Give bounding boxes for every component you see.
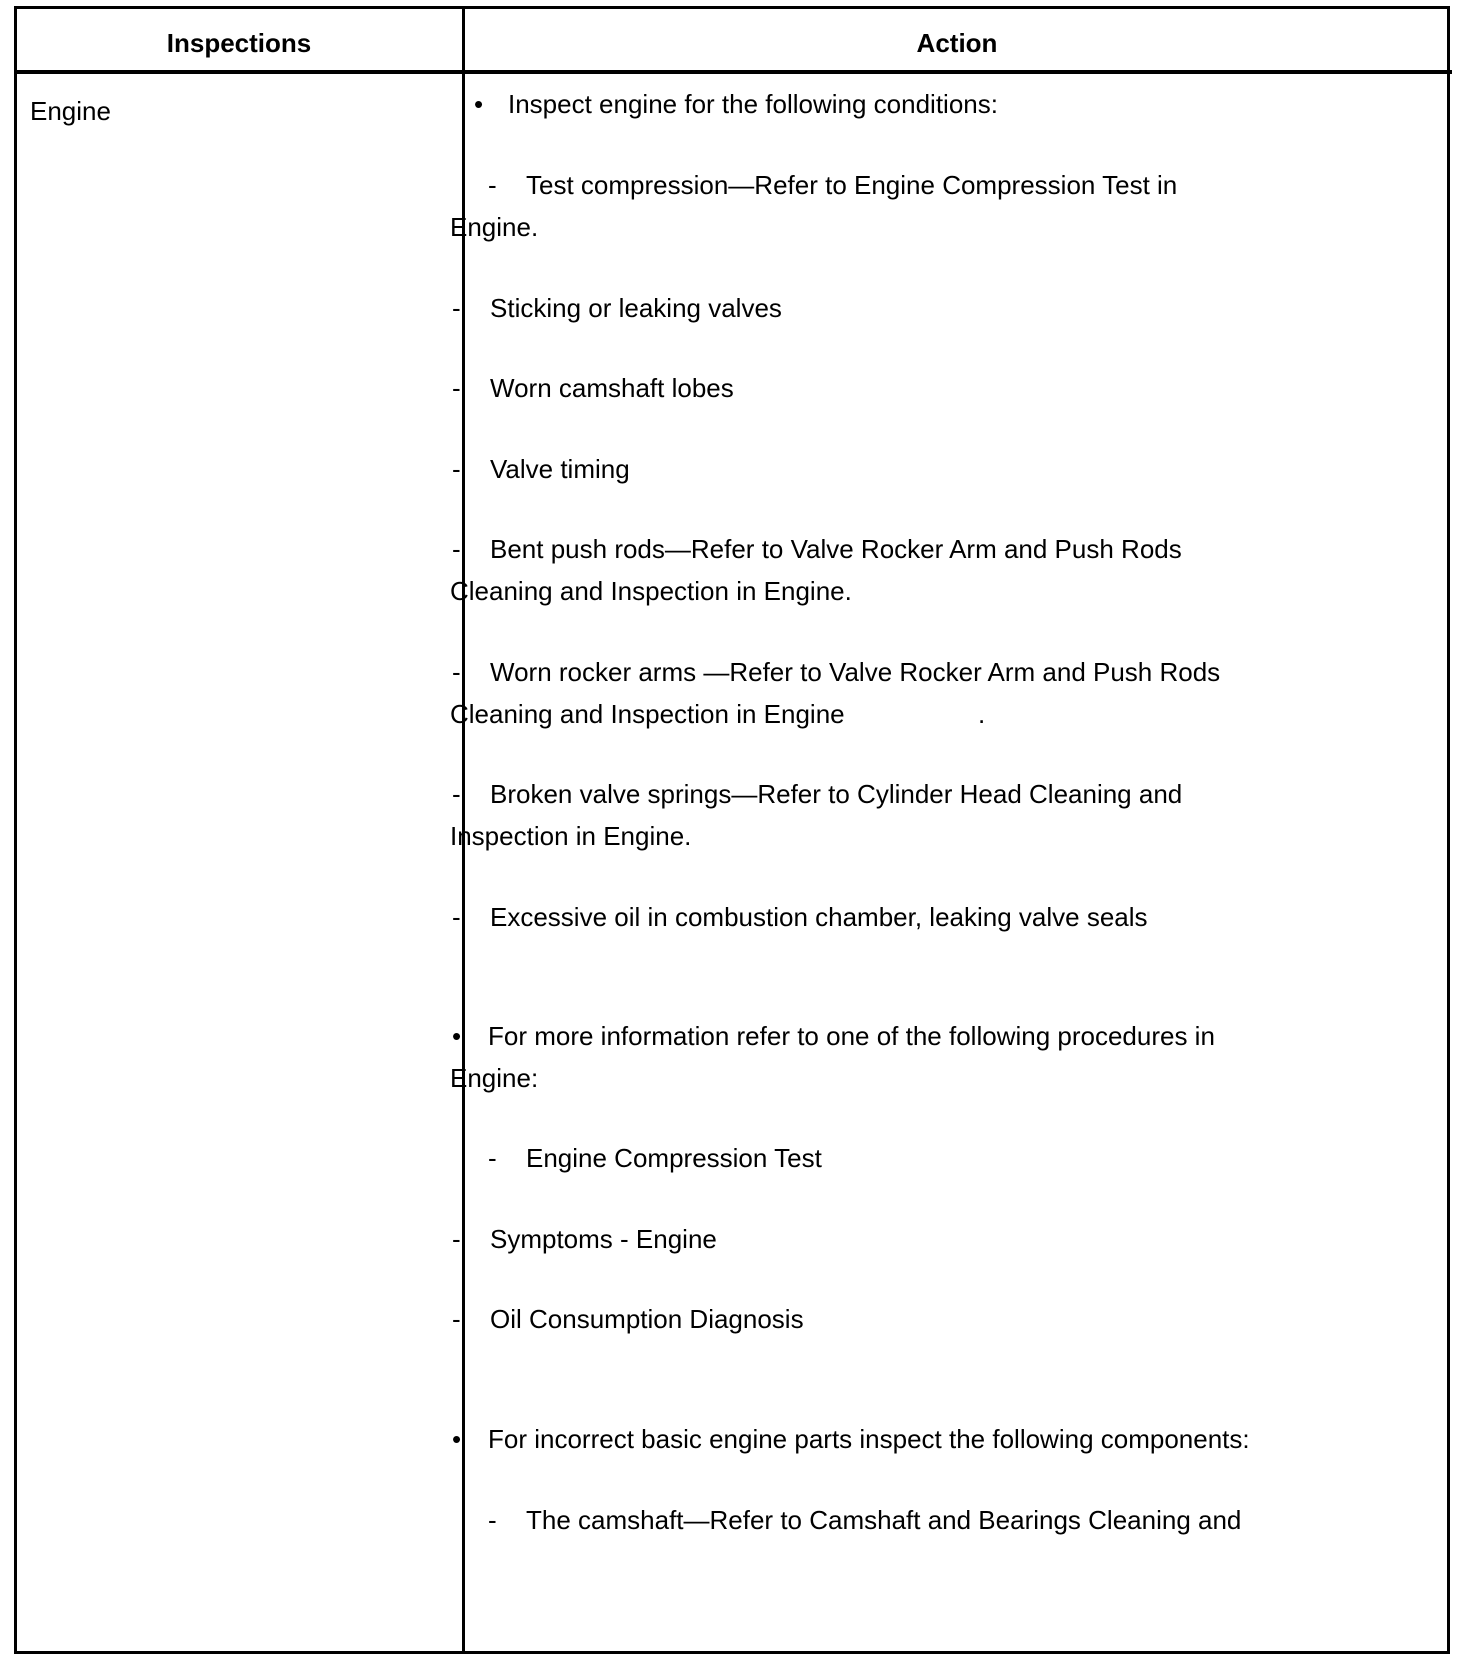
action-text: Symptoms - Engine bbox=[490, 1224, 717, 1254]
action-text: Excessive oil in combustion chamber, leaking valve seals bbox=[490, 902, 1148, 932]
action-text: For more information refer to one of the following procedures in bbox=[488, 1021, 1215, 1051]
bullet-marker: • bbox=[452, 1021, 462, 1051]
header-action: Action bbox=[916, 28, 998, 58]
dash-marker: - bbox=[452, 454, 461, 484]
inspection-cell: Engine bbox=[30, 96, 111, 126]
action-text: Sticking or leaking valves bbox=[490, 293, 782, 323]
dash-marker: - bbox=[452, 779, 461, 809]
dash-marker: - bbox=[452, 902, 461, 932]
stray-period: . bbox=[978, 699, 986, 729]
dash-marker: - bbox=[452, 1304, 461, 1334]
action-text: Test compression—Refer to Engine Compression Test in bbox=[526, 170, 1178, 200]
dash-marker: - bbox=[452, 534, 461, 564]
action-text: For incorrect basic engine parts inspect the following components: bbox=[488, 1424, 1250, 1454]
action-text: Inspect engine for the following conditions: bbox=[508, 89, 998, 119]
dash-marker: - bbox=[488, 1143, 497, 1173]
table-border-top bbox=[14, 6, 1450, 9]
action-text: Valve timing bbox=[490, 454, 630, 484]
action-text: Bent push rods—Refer to Valve Rocker Arm and Push Rods bbox=[490, 534, 1182, 564]
action-text: Oil Consumption Diagnosis bbox=[490, 1304, 804, 1334]
table-border-right bbox=[1447, 6, 1450, 1654]
table-border-left bbox=[14, 6, 17, 1654]
action-text: The camshaft—Refer to Camshaft and Bearings Cleaning and bbox=[526, 1505, 1242, 1535]
action-text: Engine Compression Test bbox=[526, 1143, 822, 1173]
dash-marker: - bbox=[488, 170, 497, 200]
action-line-continuation: Inspection in Engine. bbox=[450, 821, 692, 851]
header-divider bbox=[14, 70, 1452, 74]
dash-marker: - bbox=[488, 1505, 497, 1535]
bullet-marker: • bbox=[474, 89, 484, 119]
action-line-continuation: Cleaning and Inspection in Engine bbox=[450, 699, 845, 729]
action-text: Broken valve springs—Refer to Cylinder Head Cleaning and bbox=[490, 779, 1183, 809]
bullet-marker: • bbox=[452, 1424, 462, 1454]
action-line-continuation: Engine: bbox=[450, 1063, 539, 1093]
action-text: Worn rocker arms —Refer to Valve Rocker Arm and Push Rods bbox=[490, 657, 1221, 687]
inspection-table bbox=[14, 6, 1452, 1654]
dash-marker: - bbox=[452, 1224, 461, 1254]
action-line-continuation: Cleaning and Inspection in Engine. bbox=[450, 576, 852, 606]
dash-marker: - bbox=[452, 293, 461, 323]
table-border-bottom bbox=[14, 1651, 1450, 1654]
dash-marker: - bbox=[452, 373, 461, 403]
dash-marker: - bbox=[452, 657, 461, 687]
header-inspections: Inspections bbox=[166, 28, 312, 58]
action-line-continuation: Engine. bbox=[450, 212, 539, 242]
action-text: Worn camshaft lobes bbox=[490, 373, 734, 403]
